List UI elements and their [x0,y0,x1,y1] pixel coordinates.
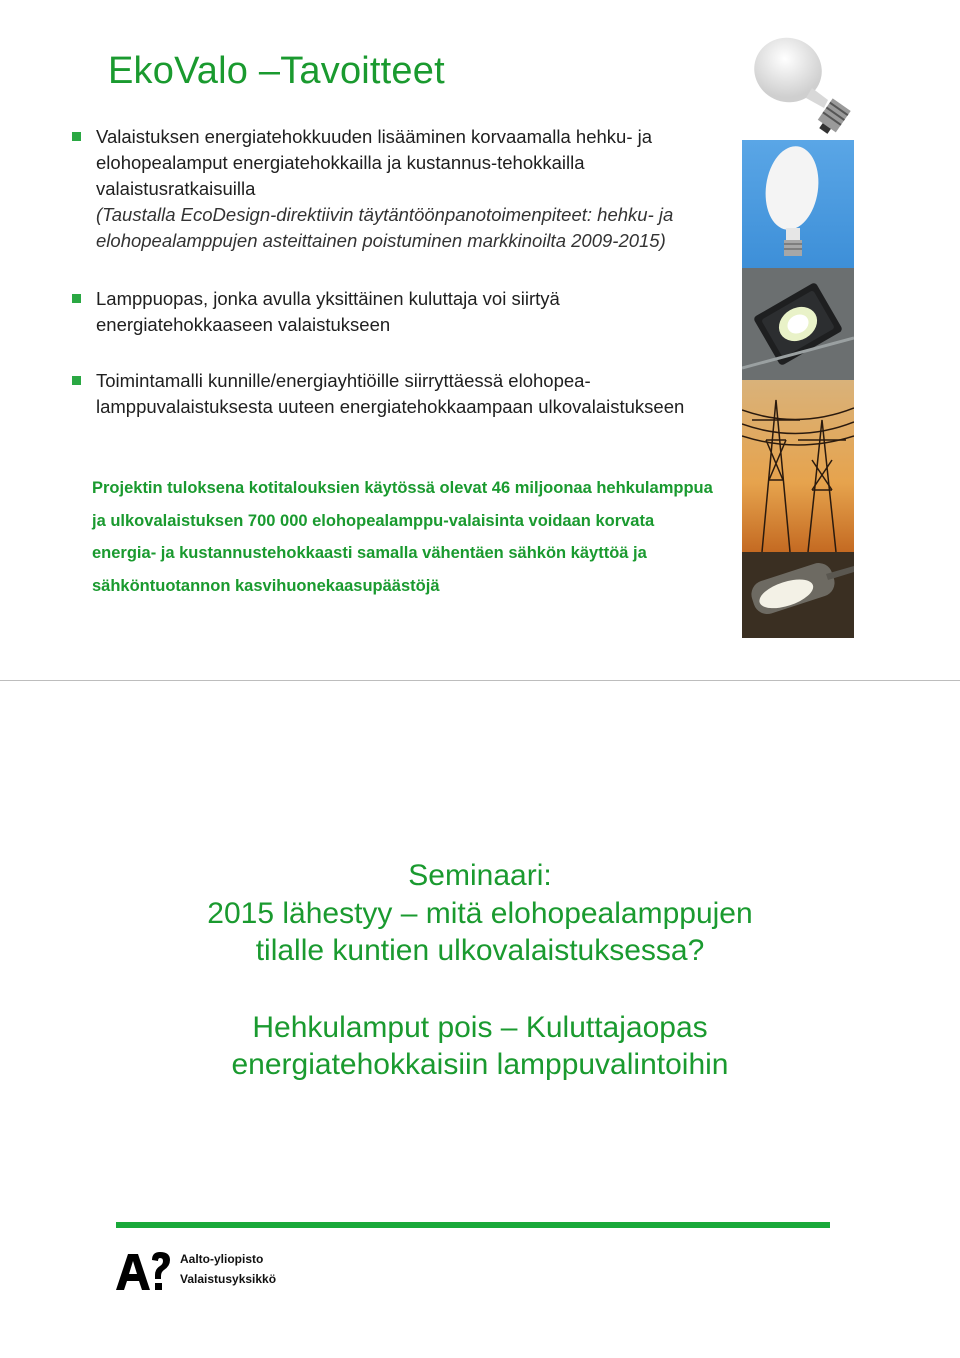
bullet-note: (Taustalla EcoDesign-direktiivin täytäntöönpanotoimenpiteet: hehku- ja elohopealamppujen asteittainen poistuminen markkinoilta 2009-2015) [96,204,674,251]
bullet-square-icon [72,132,81,141]
aalto-logo [114,1248,334,1298]
result-paragraph: Projektin tuloksena kotitalouksien käytössä olevat 46 miljoonaa hehkulamppua ja ulkovalaistuksen 700 000 elohopealamppu-valaisinta voidaan korvata energia- ja kustannustehokkaasti samalla vähentäen sähkön käyttöä ja sähköntuotannon kasvihuonekaasupäästöjä [92,479,713,595]
slide-divider [0,680,960,681]
power-lines-photo [742,380,854,552]
bullet-item [72,286,722,338]
seminar-title-line2: tilalle kuntien ulkovalaistuksessa? [255,934,705,967]
slide-title: EkoValo –Tavoitteet [108,50,445,92]
street-light-photo [742,552,854,638]
bullet-text: Valaistuksen energiatehokkuuden lisääminen korvaamalla hehku- ja elohopealamput energiatehokkailla ja kustannus-tehokkailla valaistusratkaisuilla [96,126,653,199]
footer-rule [116,1222,830,1228]
guide-title-line1: Hehkulamput pois – Kuluttajaopas [252,1011,708,1044]
bullet-item [72,124,722,254]
bullet-square-icon [72,376,81,385]
incandescent-bulb-photo [742,28,854,140]
bullet-item [72,368,722,420]
seminar-label: Seminaari: [408,859,552,892]
bullet-square-icon [72,294,81,303]
unit-name: Valaistusyksikkö [180,1272,277,1286]
org-name: Aalto-yliopisto [180,1252,264,1266]
guide-title-line2: energiatehokkaisiin lamppuvalintoihin [231,1048,729,1081]
photo-strip [742,28,854,638]
bullet-text: Toimintamalli kunnille/energiayhtiöille siirryttäessä elohopea-lamppuvalaistuksesta uuteen energiatehokkaampaan ulkovalaistukseen [96,370,685,417]
seminar-title-line1: 2015 lähestyy – mitä elohopealamppujen [207,897,753,930]
mercury-lamp-photo [742,140,854,268]
bullet-text: Lamppuopas, jonka avulla yksittäinen kuluttaja voi siirtyä energiatehokkaaseen valaistukseen [96,288,560,335]
aalto-logo-icon [114,1248,174,1294]
led-module-photo [742,268,854,380]
